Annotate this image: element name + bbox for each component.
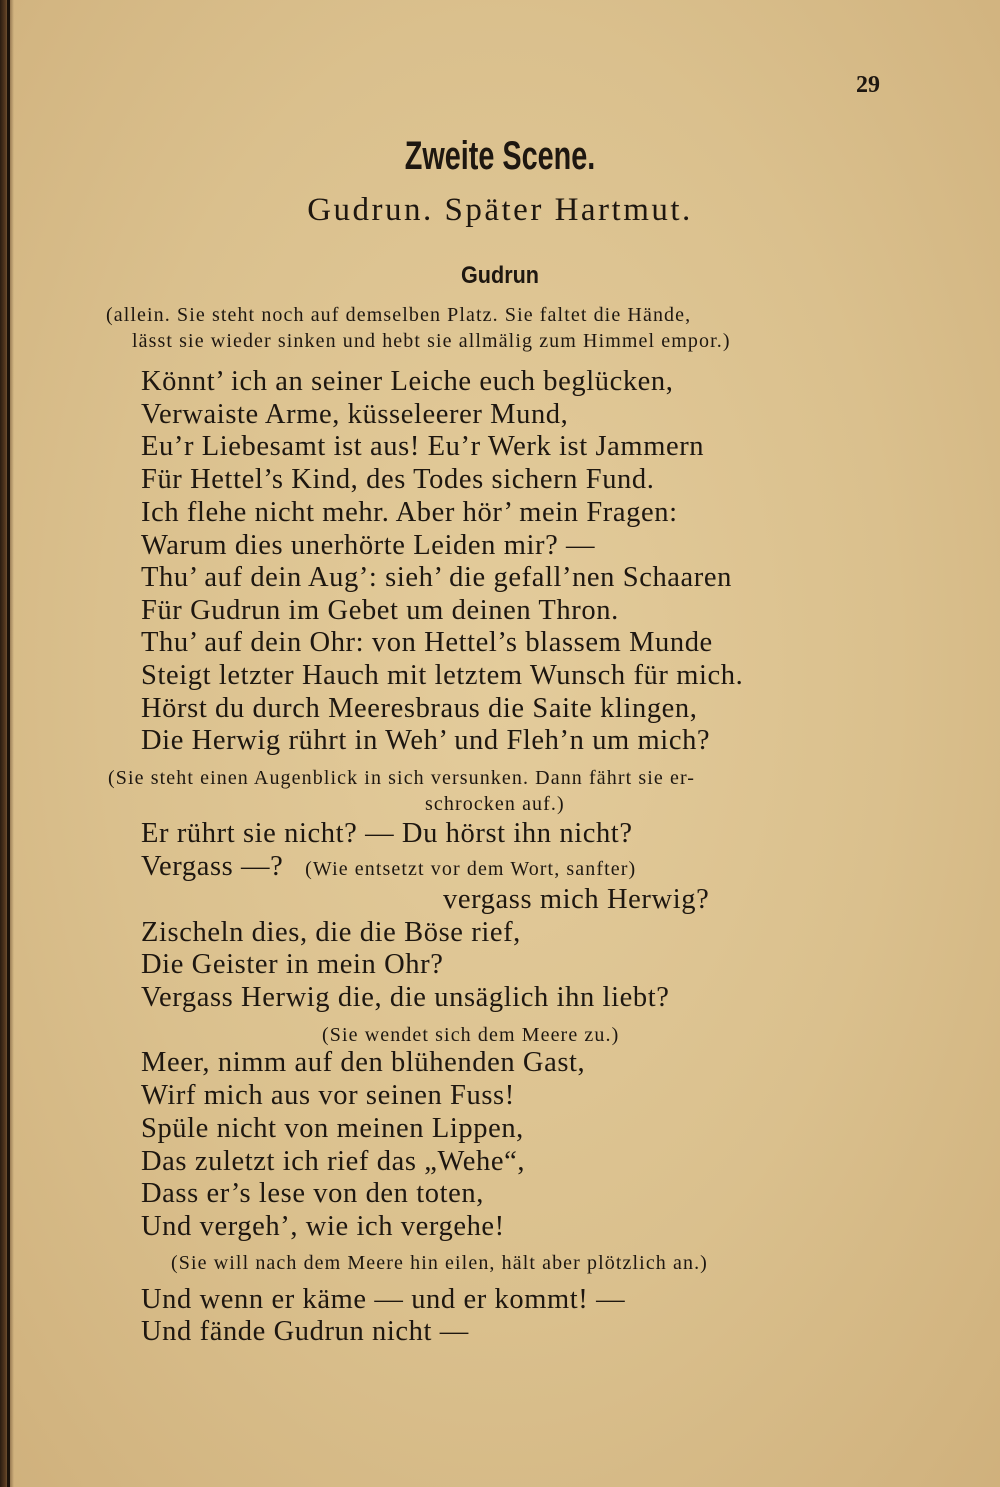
verse-line: Er rührt sie nicht? — Du hörst ihn nicht? xyxy=(141,818,633,849)
stage-direction-line: (Sie will nach dem Meere hin eilen, hält aber plötzlich an.) xyxy=(171,1252,708,1274)
verse-line: Könnt’ ich an seiner Leiche euch beglücken, xyxy=(141,366,674,397)
verse-line: Zischeln dies, die die Böse rief, xyxy=(141,917,521,948)
verse-line: Für Hettel’s Kind, des Todes sichern Fund. xyxy=(141,464,655,495)
scene-title: Zweite Scene. xyxy=(404,134,596,178)
verse-line: Steigt letzter Hauch mit letztem Wunsch für mich. xyxy=(141,660,744,691)
verse-line: Dass er’s lese von den toten, xyxy=(141,1178,484,1209)
verse-line: Die Herwig rührt in Weh’ und Fleh’n um mich? xyxy=(141,725,711,756)
verse-line: Meer, nimm auf den blühenden Gast, xyxy=(141,1047,586,1078)
verse-line: Und vergeh’, wie ich vergehe! xyxy=(141,1211,505,1242)
verse-line: Ich flehe nicht mehr. Aber hör’ mein Fragen: xyxy=(141,497,678,528)
verse-line: Thu’ auf dein Aug’: sieh’ die gefall’nen Schaaren xyxy=(141,562,732,593)
stage-direction-line: lässt sie wieder sinken und hebt sie allmälig zum Himmel empor.) xyxy=(132,330,731,352)
speaker-name: Gudrun xyxy=(461,262,539,289)
verse-line: Vergass Herwig die, die unsäglich ihn liebt? xyxy=(141,982,670,1013)
stage-direction-intro xyxy=(106,302,906,354)
stage-direction-line: schrocken auf.) xyxy=(425,793,565,815)
stage-direction-line: (Sie steht einen Augenblick in sich versunken. Dann fährt sie er- xyxy=(108,767,696,789)
verse-line: Das zuletzt ich rief das „Wehe“, xyxy=(141,1146,526,1177)
page-number: 29 xyxy=(856,72,880,98)
verse-line: Für Gudrun im Gebet um deinen Thron. xyxy=(141,595,619,626)
verse-line: Thu’ auf dein Ohr: von Hettel’s blassem Munde xyxy=(141,627,713,658)
stage-direction-line: (Sie wendet sich dem Meere zu.) xyxy=(322,1024,620,1046)
verse-line: vergass mich Herwig? xyxy=(443,884,710,915)
verse-line: Eu’r Liebesamt ist aus! Eu’r Werk ist Jammern xyxy=(141,431,705,462)
verse-line: Verwaiste Arme, küsseleerer Mund, xyxy=(141,399,569,430)
verse-line: Und wenn er käme — und er kommt! — xyxy=(141,1284,626,1315)
verse-fragment: Vergass —? xyxy=(141,851,284,882)
stage-direction-inline: (Wie entsetzt vor dem Wort, sanfter) xyxy=(305,858,637,880)
verse-line: Warum dies unerhörte Leiden mir? — xyxy=(141,530,596,561)
verse-line: Wirf mich aus vor seinen Fuss! xyxy=(141,1080,515,1111)
verse-line: Die Geister in mein Ohr? xyxy=(141,949,444,980)
verse-line: Und fände Gudrun nicht — xyxy=(141,1316,469,1347)
verse-line: Hörst du durch Meeresbraus die Saite klingen, xyxy=(141,693,698,724)
scene-characters: Gudrun. Später Hartmut. xyxy=(307,192,693,228)
verse-line: Spüle nicht von meinen Lippen, xyxy=(141,1113,524,1144)
stage-direction-line: (allein. Sie steht noch auf demselben Platz. Sie faltet die Hände, xyxy=(106,304,692,326)
verse-line xyxy=(141,851,636,885)
